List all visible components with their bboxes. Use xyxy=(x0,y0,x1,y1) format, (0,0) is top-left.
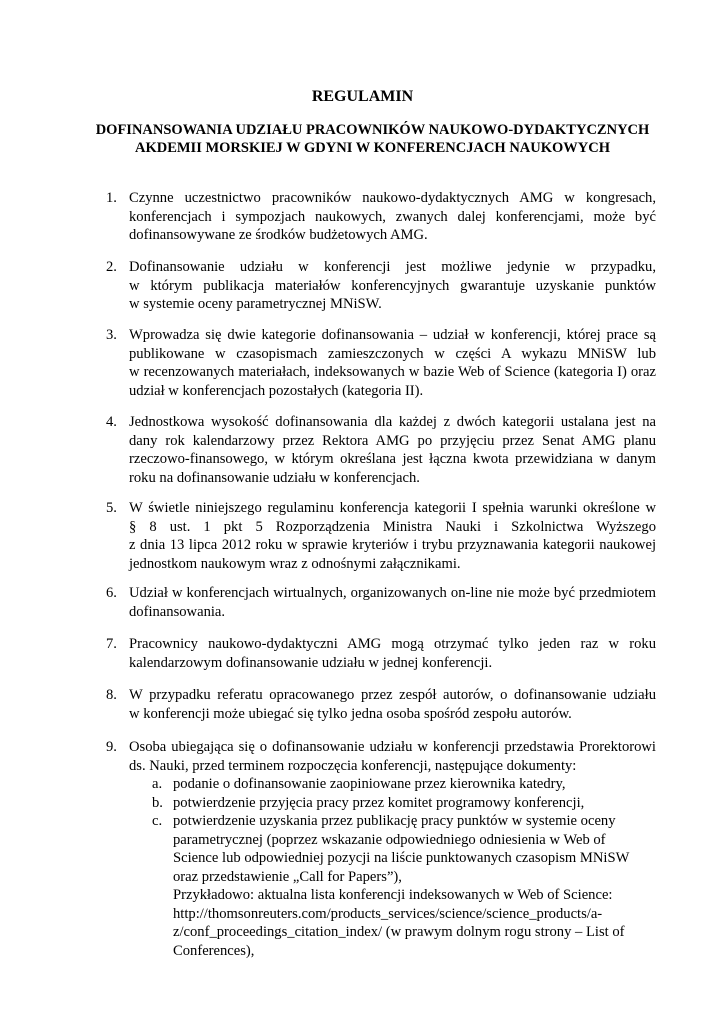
sub-list-item-line xyxy=(152,794,656,813)
list-item xyxy=(106,686,656,723)
sub-list-item-line xyxy=(173,831,656,850)
list-item-number: 2. xyxy=(106,259,117,275)
list-item xyxy=(106,584,656,621)
list-item-text-line: dofinansowania. xyxy=(129,603,226,620)
document-title: REGULAMIN xyxy=(311,88,414,105)
sub-list-item-text: Science lub odpowiedniej pozycji na liście punktowanych czasopism MNiSW xyxy=(173,850,630,866)
list-item xyxy=(106,258,656,314)
list-item-text-line: w recenzowanych materiałach, indeksowanych w bazie Web of Science (kategoria I) oraz xyxy=(129,364,656,380)
list-item-number: 6. xyxy=(106,585,117,601)
list-item-text-line: W przypadku referatu opracowanego przez zespół autorów, o dofinansowanie udziału xyxy=(129,687,656,703)
sub-list-item-line xyxy=(173,849,656,868)
list-item-text-line: udział w konferencjach pozostałych (kategoria II). xyxy=(129,382,424,399)
sub-list-item-text: parametrycznej (poprzez wskazanie odpowiedniego odniesienia w Web of xyxy=(173,831,606,848)
list-item-text-line: w systemie oceny parametrycznej MNiSW. xyxy=(129,296,382,312)
list-item-text-line: publikowane w czasopismach zamieszczonych w części A wykazu MNiSW lub xyxy=(129,345,656,362)
list-item-text-line: dofinansowywane ze środków budżetowych AMG. xyxy=(129,227,428,243)
continuation-line: z/conf_proceedings_citation_index/ (w prawym dolnym rogu strony – List of xyxy=(173,924,625,940)
list-item-text-line: ds. Nauki, przed terminem rozpoczęcia konferencji, następujące dokumenty: xyxy=(129,757,577,774)
list-item-number: 7. xyxy=(106,636,117,652)
list-item-text-line: jednostkom naukowym wraz z odnośnymi załącznikami. xyxy=(129,555,461,572)
sub-list xyxy=(152,775,656,886)
subtitle-line-1: DOFINANSOWANIA UDZIAŁU PRACOWNIKÓW NAUKOWO-DYDAKTYCZNYCH xyxy=(95,122,650,138)
continuation-line: Przykładowo: aktualna lista konferencji indeksowanych w Web of Science: xyxy=(173,887,613,903)
list-item-text-line: Pracownicy naukowo-dydaktyczni AMG mogą otrzymać tylko jeden raz w roku xyxy=(129,636,656,652)
list-item-text-line: z dnia 13 lipca 2012 roku w sprawie kryteriów i trybu przyznawania kategorii naukowej xyxy=(129,537,656,553)
list-item-text-line: Jednostkowa wysokość dofinansowania dla każdej z dwóch kategorii ustalana jest na xyxy=(129,414,656,430)
list-item-text-line: konferencjach i sympozjach naukowych, zwanych dalej konferencjami, może być xyxy=(129,208,656,225)
sub-list-item-letter: c. xyxy=(152,813,163,829)
list-item-text-line: kalendarzowym dofinansowanie udziału w jednej konferencji. xyxy=(129,654,493,671)
list-item xyxy=(106,499,656,573)
sub-list-item-letter: a. xyxy=(152,776,163,792)
sub-list-item-line xyxy=(152,775,656,794)
sub-list-item-line xyxy=(152,812,656,831)
list-item-text-line: roku na dofinansowanie udziału w konferencjach. xyxy=(129,469,420,486)
list-item xyxy=(106,189,656,245)
list-item-text-line: w którym publikacja materiałów konferencyjnych gwarantuje uzyskanie punktów xyxy=(129,277,656,294)
sub-list-item-text: potwierdzenie przyjęcia pracy przez komitet programowy konferencji, xyxy=(173,794,585,811)
sub-list-item-letter: b. xyxy=(152,794,163,811)
list-item xyxy=(106,326,656,400)
list-item-text-line: § 8 ust. 1 pkt 5 Rozporządzenia Ministra Nauki i Szkolnictwa Wyższego xyxy=(129,518,656,535)
list-item xyxy=(106,738,656,960)
list-item-number: 3. xyxy=(106,327,117,343)
list-item-text-line: Dofinansowanie udziału w konferencji jest możliwe jedynie w przypadku, xyxy=(129,259,656,275)
sub-list-item-text: podanie o dofinansowanie zaopiniowane przez kierownika katedry, xyxy=(173,776,566,792)
list-item xyxy=(106,635,656,672)
subtitle-line-2: AKDEMII MORSKIEJ W GDYNI W KONFERENCJACH NAUKOWYCH xyxy=(134,140,611,156)
list-item-number: 1. xyxy=(106,190,117,206)
list-item-number: 5. xyxy=(106,500,117,516)
list-item-text-line: W świetle niniejszego regulaminu konferencja kategorii I spełnia warunki określone w xyxy=(129,500,656,516)
continuation-line: http://thomsonreuters.com/products_services/science/science_products/a- xyxy=(173,905,603,922)
list-item-text-line: dany rok kalendarzowy przez Rektora AMG po przyjęciu przez Senat AMG planu xyxy=(129,432,656,449)
continuation-text xyxy=(173,886,700,960)
list-item-text-line: w konferencji może ubiegać się tylko jedna osoba spośród zespołu autorów. xyxy=(129,705,572,722)
continuation-line: Conferences), xyxy=(173,942,255,959)
list-item-text-line: Osoba ubiegająca się o dofinansowanie udziału w konferencji przedstawia Prorektorowi xyxy=(129,739,656,755)
sub-list-item-line xyxy=(173,868,656,887)
list-item-text-line: Wprowadza się dwie kategorie dofinansowania – udział w konferencji, której prace są xyxy=(129,327,656,343)
list-item-number: 8. xyxy=(106,687,117,703)
list-item-text-line: Udział w konferencjach wirtualnych, organizowanych on-line nie może być przedmiotem xyxy=(129,585,656,601)
sub-list-item-text: oraz przedstawienie „Call for Papers”), xyxy=(173,868,402,885)
list-item-text-line: Czynne uczestnictwo pracowników naukowo-dydaktycznych AMG w kongresach, xyxy=(129,190,656,206)
list-item xyxy=(106,413,656,487)
list-item-number: 9. xyxy=(106,739,117,755)
list-item-number: 4. xyxy=(106,414,117,430)
list-item-text-line: rzeczowo-finansowego, w którym określana jest łączna kwota przewidziana w danym xyxy=(129,451,656,467)
sub-list-item-text: potwierdzenie uzyskania przez publikację pracy punktów w systemie oceny xyxy=(173,813,616,829)
